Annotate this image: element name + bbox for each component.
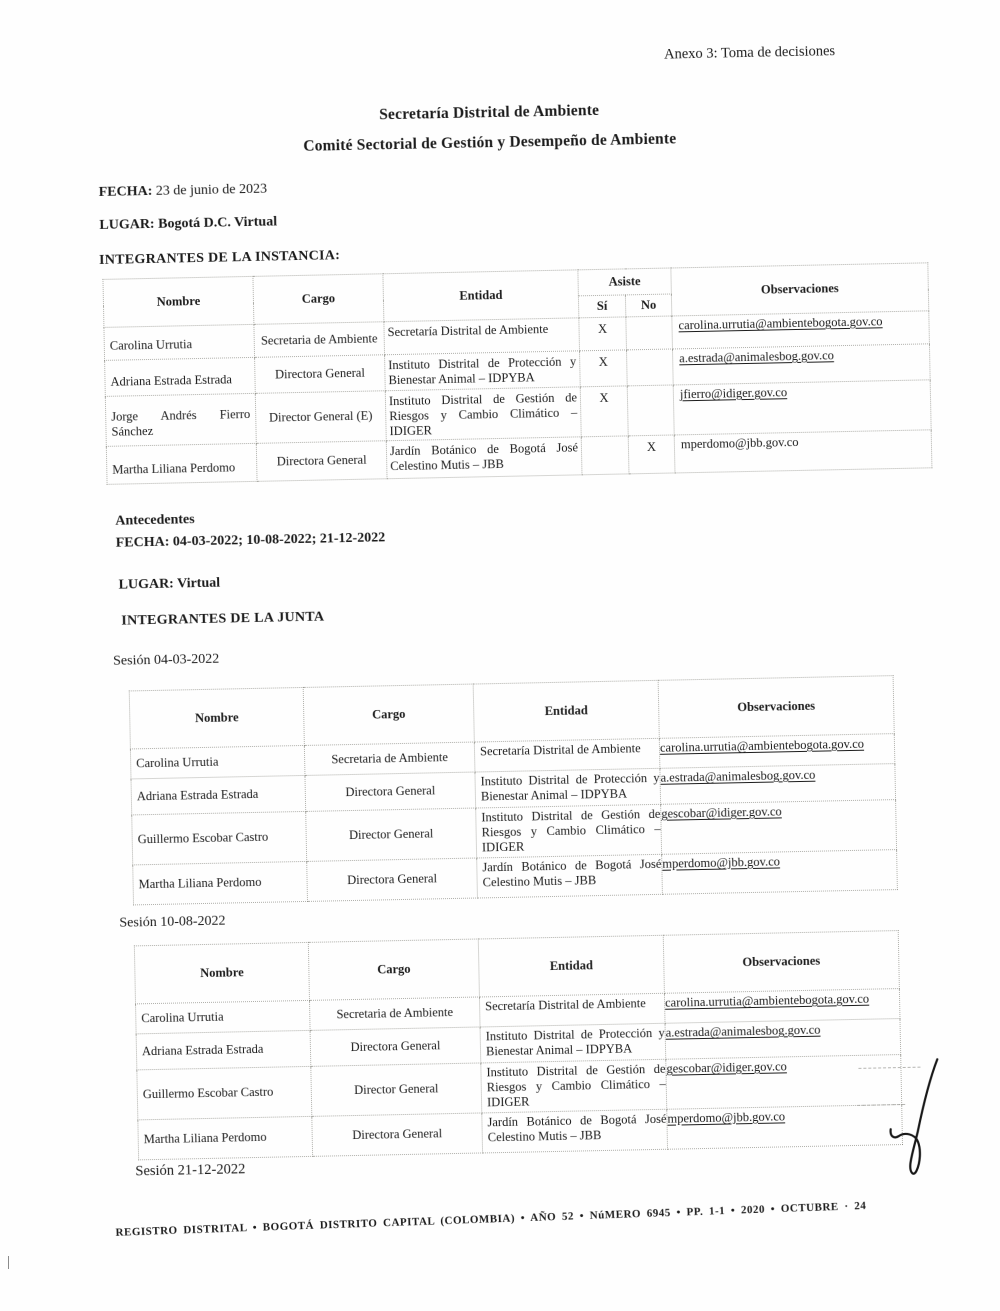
antecedentes-lugar-line <box>118 576 220 594</box>
cell-observaciones <box>660 764 896 805</box>
col-header-observaciones: Observaciones <box>658 676 894 739</box>
cell-cargo: Secretaria de Ambiente <box>254 322 385 358</box>
cell-observaciones <box>659 734 895 769</box>
col-header-entidad: Entidad <box>478 935 664 997</box>
cell-cargo: Director General (E) <box>255 391 386 444</box>
cell-nombre: Martha Liliana Perdomo <box>138 1116 313 1159</box>
document-title-line1: Secretaría Distrital de Ambiente <box>379 101 600 124</box>
cell-cargo: Directora General <box>310 1027 481 1066</box>
col-header-entidad: Entidad <box>473 680 659 742</box>
cell-nombre: Adriana Estrada Estrada <box>131 775 306 814</box>
cell-observaciones <box>672 311 930 349</box>
email-text: mperdomo@jbb.gov.co <box>680 434 799 452</box>
col-header-nombre: Nombre <box>129 687 304 748</box>
session-2-label: Sesión 10-08-2022 <box>119 913 226 931</box>
cell-observaciones <box>672 344 930 385</box>
cell-entidad: Jardín Botánico de Bogotá José Celestino Mutis – JBB <box>386 437 582 479</box>
cell-cargo: Directora General <box>312 1113 483 1156</box>
lugar-label: LUGAR: <box>118 576 174 593</box>
cell-observaciones <box>673 380 931 435</box>
cell-observaciones <box>674 430 932 473</box>
col-header-entidad: Entidad <box>383 270 579 322</box>
cell-nombre: Adriana Estrada Estrada <box>136 1030 311 1069</box>
attendance-header-row <box>103 263 928 306</box>
fecha-label: FECHA: <box>115 534 170 551</box>
cell-observaciones <box>665 1019 901 1060</box>
cell-nombre: Jorge Andrés Fierro Sánchez <box>105 393 256 446</box>
fecha-value: 23 de junio de 2023 <box>155 181 268 199</box>
cell-entidad: Instituto Distrital de Protección y Bienestar Animal – IDPYBA <box>385 351 581 391</box>
cell-entidad: Secretaría Distrital de Ambiente <box>384 318 580 355</box>
cell-entidad: Instituto Distrital de Protección y Bienestar Animal – IDPYBA <box>480 1023 666 1063</box>
cell-asiste-no <box>626 316 673 350</box>
cell-entidad: Secretaría Distrital de Ambiente <box>479 993 665 1027</box>
lugar-label: LUGAR: <box>99 216 155 233</box>
antecedentes-fecha-line <box>116 530 386 551</box>
email-text: mperdomo@jbb.gov.co <box>667 1109 786 1126</box>
cell-observaciones <box>664 989 900 1024</box>
cell-observaciones <box>661 800 897 855</box>
cell-nombre: Guillermo Escobar Castro <box>132 811 307 864</box>
cell-cargo: Directora General <box>255 355 386 394</box>
session-3-label: Sesión 21-12-2022 <box>135 1161 246 1180</box>
col-header-asiste: Asiste <box>578 268 672 296</box>
annex-label: Anexo 3: Toma de decisiones <box>663 43 836 63</box>
cell-nombre: Carolina Urrutia <box>130 745 305 778</box>
cell-asiste-no: X <box>628 435 675 474</box>
instancia-heading: INTEGRANTES DE LA INSTANCIA: <box>98 248 341 268</box>
cell-asiste-si: X <box>580 350 628 387</box>
email-text: jfierro@idiger.gov.co <box>679 385 788 402</box>
cell-observaciones <box>662 850 898 895</box>
cell-cargo: Directora General <box>305 772 476 811</box>
footer-line: REGISTRO DISTRITAL • BOGOTÁ DISTRITO CAPITAL (COLOMBIA) • AÑO 52 • NúMERO 6945 • PP. 1-1 • 2020 • OCTUBRE · 24 <box>115 1199 867 1239</box>
cell-observaciones <box>667 1105 903 1150</box>
session-1-label: Sesión 04-03-2022 <box>112 651 220 669</box>
col-header-si: Sí <box>578 295 625 318</box>
document-title-line2: Comité Sectorial de Gestión y Desempeño de Ambiente <box>303 130 677 155</box>
lugar-value: Virtual <box>176 575 221 592</box>
scan-artifact <box>8 1256 9 1269</box>
cell-asiste-no <box>627 385 674 436</box>
cell-cargo: Director General <box>311 1063 482 1116</box>
email-text: carolina.urrutia@ambientebogota.gov.co <box>659 736 865 755</box>
cell-entidad: Instituto Distrital de Gestión de Riesgos y Cambio Climático – IDIGER <box>476 804 662 858</box>
cell-nombre: Carolina Urrutia <box>136 1000 311 1033</box>
cell-entidad: Jardín Botánico de Bogotá José Celestino Mutis – JBB <box>477 854 663 898</box>
cell-nombre: Adriana Estrada Estrada <box>105 357 256 396</box>
col-header-nombre: Nombre <box>103 276 254 327</box>
cell-cargo: Directora General <box>256 441 387 482</box>
lugar-line <box>99 214 277 234</box>
email-text: gescobar@idiger.gov.co <box>666 1059 787 1076</box>
cell-cargo: Directora General <box>307 858 478 901</box>
cell-cargo: Secretaria de Ambiente <box>309 997 480 1030</box>
email-text: mperdomo@jbb.gov.co <box>662 854 781 871</box>
email-text: a.estrada@animalesbog.gov.co <box>665 1022 821 1040</box>
cell-nombre: Martha Liliana Perdomo <box>106 443 257 484</box>
fecha-label: FECHA: <box>98 183 153 200</box>
cell-cargo: Director General <box>306 808 477 861</box>
cell-entidad: Instituto Distrital de Protección y Bienestar Animal – IDPYBA <box>475 768 661 808</box>
col-header-cargo: Cargo <box>253 274 384 325</box>
col-header-no: No <box>625 294 671 317</box>
email-text: carolina.urrutia@ambientebogota.gov.co <box>664 991 870 1010</box>
fecha-line <box>99 182 268 201</box>
cell-entidad: Secretaría Distrital de Ambiente <box>474 738 660 772</box>
cell-entidad: Instituto Distrital de Gestión de Riesgos y Cambio Climático – IDIGER <box>481 1059 667 1113</box>
col-header-cargo: Cargo <box>303 684 474 745</box>
cell-nombre: Martha Liliana Perdomo <box>133 861 308 904</box>
session-2-table <box>134 930 903 1160</box>
col-header-observaciones: Observaciones <box>671 263 929 316</box>
cell-asiste-no <box>626 349 673 386</box>
handwritten-mark <box>876 1053 953 1179</box>
col-header-nombre: Nombre <box>134 942 309 1003</box>
lugar-value: Bogotá D.C. Virtual <box>157 214 278 232</box>
attendance-table <box>102 262 932 485</box>
cell-asiste-si <box>581 436 629 475</box>
junta-heading: INTEGRANTES DE LA JUNTA <box>121 609 325 629</box>
fecha-value: 04-03-2022; 10-08-2022; 21-12-2022 <box>172 530 386 550</box>
cell-cargo: Secretaria de Ambiente <box>304 742 475 775</box>
cell-observaciones <box>666 1055 902 1110</box>
cell-nombre: Carolina Urrutia <box>104 324 255 360</box>
col-header-observaciones: Observaciones <box>663 931 899 994</box>
col-header-cargo: Cargo <box>308 939 479 1000</box>
email-text: carolina.urrutia@ambientebogota.gov.co <box>678 314 883 333</box>
cell-asiste-si: X <box>580 386 628 437</box>
cell-entidad: Instituto Distrital de Gestión de Riesgos y Cambio Climático – IDIGER <box>385 387 581 441</box>
cell-asiste-si: X <box>579 317 627 351</box>
cell-nombre: Guillermo Escobar Castro <box>137 1066 312 1119</box>
antecedentes-heading: Antecedentes <box>115 512 195 529</box>
email-text: a.estrada@animalesbog.gov.co <box>679 348 835 366</box>
email-text: a.estrada@animalesbog.gov.co <box>660 767 816 785</box>
session-1-table <box>129 675 898 905</box>
email-text: gescobar@idiger.gov.co <box>661 804 782 821</box>
cell-entidad: Jardín Botánico de Bogotá José Celestino Mutis – JBB <box>482 1109 668 1153</box>
